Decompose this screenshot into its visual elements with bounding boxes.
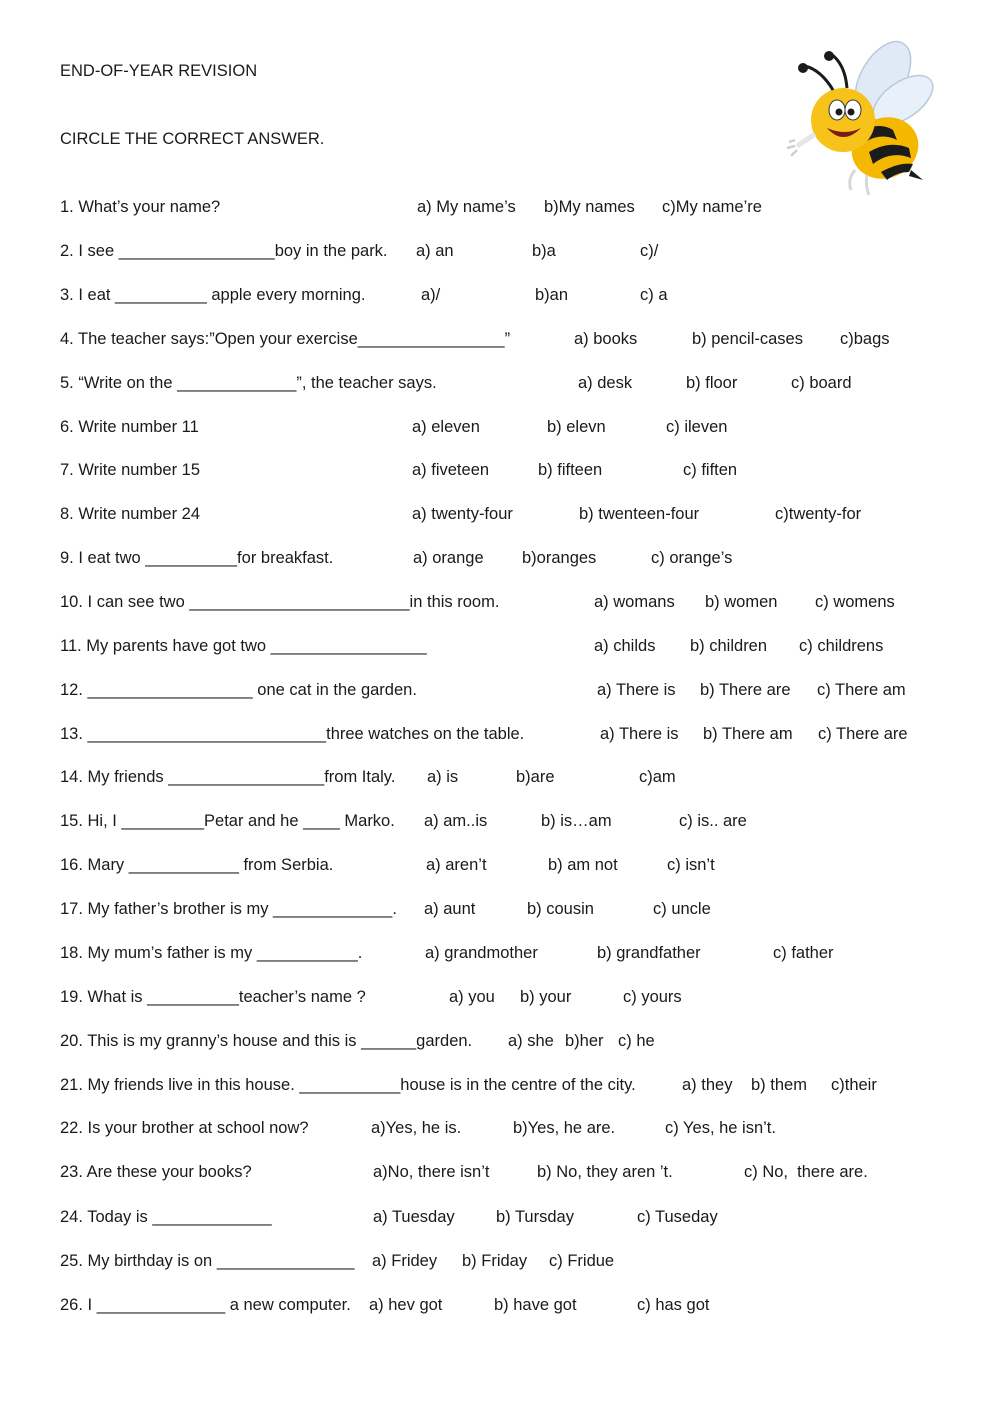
answer-option-a[interactable]: a) desk: [578, 374, 633, 392]
bee-illustration: [785, 30, 935, 200]
answer-option-c[interactable]: c) he: [618, 1032, 655, 1050]
question-text: 26. I ______________ a new computer.: [60, 1296, 351, 1314]
answer-option-b[interactable]: b)a: [532, 242, 556, 260]
answer-option-a[interactable]: a) My name’s: [417, 198, 516, 216]
answer-option-c[interactable]: c) ileven: [666, 418, 728, 436]
answer-option-c[interactable]: c) isn’t: [667, 856, 715, 874]
answer-option-c[interactable]: c) board: [791, 374, 852, 392]
answer-option-b[interactable]: b)her: [565, 1032, 604, 1050]
worksheet-title: END-OF-YEAR REVISION: [60, 62, 258, 80]
answer-option-b[interactable]: b) fifteen: [538, 461, 603, 479]
answer-option-a[interactable]: a) aunt: [424, 900, 476, 918]
answer-option-b[interactable]: b) am not: [548, 856, 618, 874]
answer-option-c[interactable]: c) is.. are: [679, 812, 747, 830]
answer-option-b[interactable]: b) pencil-cases: [692, 330, 803, 348]
answer-option-c[interactable]: c) uncle: [653, 900, 711, 918]
question-text: 11. My parents have got two _________________: [60, 637, 427, 655]
answer-option-c[interactable]: c) a: [640, 286, 668, 304]
answer-option-c[interactable]: c)bags: [840, 330, 890, 348]
answer-option-c[interactable]: c) Fridue: [549, 1252, 615, 1270]
answer-option-a[interactable]: a) womans: [594, 593, 675, 611]
answer-option-a[interactable]: a) hev got: [369, 1296, 443, 1314]
answer-option-b[interactable]: b) There are: [700, 681, 791, 699]
question-text: 6. Write number 11: [60, 418, 199, 436]
answer-option-a[interactable]: a) am..is: [424, 812, 488, 830]
answer-option-c[interactable]: c)their: [831, 1076, 877, 1094]
answer-option-b[interactable]: b) your: [520, 988, 572, 1006]
answer-option-b[interactable]: b) is…am: [541, 812, 612, 830]
question-text: 13. __________________________three watches on the table.: [60, 725, 525, 743]
answer-option-b[interactable]: b)Yes, he are.: [513, 1119, 616, 1137]
answer-option-c[interactable]: c) yours: [623, 988, 682, 1006]
answer-option-a[interactable]: a) twenty-four: [412, 505, 513, 523]
question-text: 25. My birthday is on _______________: [60, 1252, 355, 1270]
answer-option-b[interactable]: b) them: [751, 1076, 807, 1094]
answer-option-a[interactable]: a) There is: [597, 681, 676, 699]
answer-option-c[interactable]: c) orange’s: [651, 549, 733, 567]
answer-option-b[interactable]: b) cousin: [527, 900, 594, 918]
answer-option-b[interactable]: b) women: [705, 593, 778, 611]
answer-option-a[interactable]: a) childs: [594, 637, 656, 655]
answer-option-b[interactable]: b)My names: [544, 198, 635, 216]
answer-option-c[interactable]: c) fiften: [683, 461, 738, 479]
answer-option-b[interactable]: b)an: [535, 286, 569, 304]
answer-option-b[interactable]: b)are: [516, 768, 555, 786]
question-text: 9. I eat two __________for breakfast.: [60, 549, 334, 567]
question-text: 12. __________________ one cat in the garden.: [60, 681, 417, 699]
question-text: 21. My friends live in this house. ___________house is in the centre of the city.: [60, 1076, 636, 1094]
answer-option-c[interactable]: c) There am: [817, 681, 906, 699]
answer-option-a[interactable]: a) Fridey: [372, 1252, 438, 1270]
answer-option-c[interactable]: c) No, there are.: [744, 1163, 868, 1181]
answer-option-b[interactable]: b) No, they aren ’t.: [537, 1163, 673, 1181]
answer-option-c[interactable]: c) Yes, he isn’t.: [665, 1119, 776, 1137]
answer-option-a[interactable]: a) books: [574, 330, 638, 348]
answer-option-b[interactable]: b) Friday: [462, 1252, 528, 1270]
question-text: 18. My mum’s father is my ___________.: [60, 944, 363, 962]
question-text: 3. I eat __________ apple every morning.: [60, 286, 366, 304]
answer-option-b[interactable]: b) have got: [494, 1296, 577, 1314]
answer-option-c[interactable]: c)My name’re: [662, 198, 762, 216]
answer-option-a[interactable]: a) fiveteen: [412, 461, 490, 479]
answer-option-a[interactable]: a) aren’t: [426, 856, 487, 874]
answer-option-a[interactable]: a) you: [449, 988, 495, 1006]
answer-option-c[interactable]: c) childrens: [799, 637, 884, 655]
question-text: 24. Today is _____________: [60, 1208, 272, 1226]
question-text: 1. What’s your name?: [60, 198, 221, 216]
worksheet-instruction: CIRCLE THE CORRECT ANSWER.: [60, 130, 325, 148]
answer-option-a[interactable]: a) orange: [413, 549, 484, 567]
answer-option-c[interactable]: c) has got: [637, 1296, 710, 1314]
answer-option-a[interactable]: a) Tuesday: [373, 1208, 455, 1226]
answer-option-a[interactable]: a) is: [427, 768, 459, 786]
answer-option-a[interactable]: a) an: [416, 242, 454, 260]
question-text: 8. Write number 24: [60, 505, 201, 523]
answer-option-c[interactable]: c) There are: [818, 725, 908, 743]
question-text: 5. “Write on the _____________”, the teacher says.: [60, 374, 437, 392]
answer-option-b[interactable]: b)oranges: [522, 549, 597, 567]
answer-option-b[interactable]: b) There am: [703, 725, 793, 743]
answer-option-c[interactable]: c) father: [773, 944, 834, 962]
answer-option-a[interactable]: a) they: [682, 1076, 733, 1094]
answer-option-c[interactable]: c)am: [639, 768, 676, 786]
answer-option-b[interactable]: b) grandfather: [597, 944, 701, 962]
answer-option-b[interactable]: b) elevn: [547, 418, 606, 436]
answer-option-c[interactable]: c)/: [640, 242, 659, 260]
answer-option-a[interactable]: a)/: [421, 286, 441, 304]
question-text: 19. What is __________teacher’s name ?: [60, 988, 366, 1006]
answer-option-a[interactable]: a) eleven: [412, 418, 480, 436]
answer-option-b[interactable]: b) floor: [686, 374, 738, 392]
answer-option-a[interactable]: a)No, there isn’t: [373, 1163, 490, 1181]
answer-option-a[interactable]: a)Yes, he is.: [371, 1119, 462, 1137]
question-text: 7. Write number 15: [60, 461, 201, 479]
answer-option-a[interactable]: a) grandmother: [425, 944, 538, 962]
question-text: 4. The teacher says:”Open your exercise________________”: [60, 330, 511, 348]
question-text: 22. Is your brother at school now?: [60, 1119, 309, 1137]
question-text: 14. My friends _________________from Italy.: [60, 768, 396, 786]
answer-option-a[interactable]: a) There is: [600, 725, 679, 743]
question-text: 16. Mary ____________ from Serbia.: [60, 856, 334, 874]
answer-option-c[interactable]: c) womens: [815, 593, 895, 611]
answer-option-b[interactable]: b) children: [690, 637, 768, 655]
answer-option-c[interactable]: c) Tuseday: [637, 1208, 718, 1226]
question-text: 15. Hi, I _________Petar and he ____ Marko.: [60, 812, 395, 830]
answer-option-a[interactable]: a) she: [508, 1032, 554, 1050]
question-text: 20. This is my granny’s house and this is ______garden.: [60, 1032, 473, 1050]
answer-option-b[interactable]: b) twenteen-four: [579, 505, 700, 523]
question-text: 2. I see _________________boy in the park.: [60, 242, 388, 260]
question-text: 23. Are these your books?: [60, 1163, 252, 1181]
question-text: 17. My father’s brother is my _____________.: [60, 900, 397, 918]
answer-option-b[interactable]: b) Tursday: [496, 1208, 574, 1226]
question-text: 10. I can see two ________________________in this room.: [60, 593, 500, 611]
answer-option-c[interactable]: c)twenty-for: [775, 505, 862, 523]
